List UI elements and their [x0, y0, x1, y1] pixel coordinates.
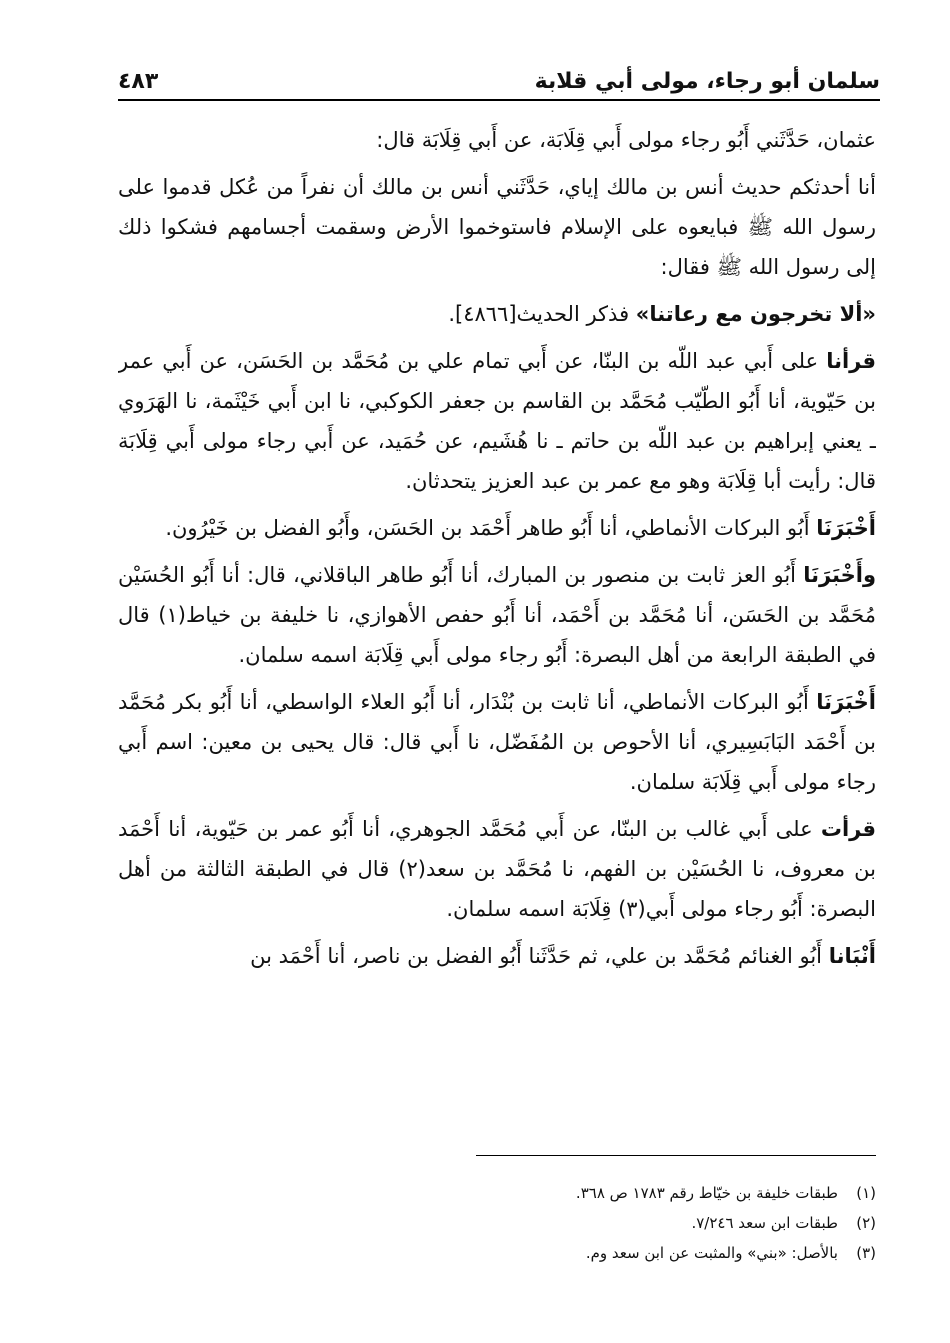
paragraph-lead: أَخْبَرَنَا	[816, 690, 876, 714]
paragraph	[118, 508, 876, 548]
paragraph	[118, 341, 876, 501]
paragraph-text: أَبُو البركات الأنماطي، أنا ثابت بن بُنْدَار، أنا أَبُو العلاء الواسطي، أنا أَبُو بكر مُحَمَّد بن أَحْمَد البَابَسِيري، أنا الأحوص بن المُفَضّل، نا أَبي قال: قال يحيى بن معين: اسم أَبي رجاء مولى أَبي قِلَابَة سلمان.	[118, 690, 876, 794]
footnote-text: طبقات ابن سعد ٧/٢٤٦.	[691, 1214, 838, 1232]
page-header	[118, 50, 880, 94]
footnote-text: طبقات خليفة بن خيّاط رقم ١٧٨٣ ص ٣٦٨.	[575, 1184, 838, 1202]
paragraph	[118, 682, 876, 802]
running-head: سلمان أبو رجاء، مولى أبي قلابة	[534, 69, 880, 94]
paragraph-text: عثمان، حَدَّثَني أَبُو رجاء مولى أَبي قِلَابَة، عن أَبي قِلَابَة قال:	[376, 128, 876, 152]
paragraph-lead: وأَخْبَرَنَا	[803, 563, 876, 587]
body-text	[118, 120, 876, 1140]
footnote-number: (١)	[856, 1184, 876, 1202]
footnote	[118, 1208, 876, 1238]
footnote-text: بالأصل: «بني» والمثبت عن ابن سعد وم.	[585, 1244, 838, 1262]
paragraph-lead: قرأنا	[826, 349, 876, 373]
paragraph-text: على أَبي غالب بن البنّا، عن أَبي مُحَمَّد الجوهري، أنا أَبُو عمر بن حَيّوية، أنا أَحْمَد بن معروف، نا الحُسَيْن بن الفهم، نا مُحَمَّد بن سعد(٢) قال في الطبقة الثالثة من أهل البصرة: أَبُو رجاء مولى أَبي(٣) قِلَابَة اسمه سلمان.	[118, 817, 876, 921]
paragraph	[118, 936, 876, 976]
footnote-number: (٣)	[856, 1244, 876, 1262]
paragraph-text: على أَبي عبد اللّه بن البنّا، عن أَبي تمام علي بن مُحَمَّد بن الحَسَن، عن أَبي عمر بن حَيّوية، أنا أَبُو الطّيّب مُحَمَّد بن القاسم بن جعفر الكوكبي، نا ابن أَبي خَيْثَمة، نا الهَرَوي ـ يعني إبراهيم بن عبد اللّه بن حاتم ـ نا هُشَيم، عن حُمَيد، عن أَبي رجاء مولى أَبي قِلَابَة قال: رأيت أبا قِلَابَة وهو مع عمر بن عبد العزيز يتحدثان.	[118, 349, 876, 493]
paragraph	[118, 555, 876, 675]
paragraph-text: أَبُو العز ثابت بن منصور بن المبارك، أنا أَبُو طاهر الباقلاني، قال: أنا أَبُو الحُسَيْن مُحَمَّد بن الحَسَن، أنا مُحَمَّد بن أَحْمَد، أنا أَبُو حفص الأهوازي، نا خليفة بن خياط(١) قال في الطبقة الرابعة من أهل البصرة: أَبُو رجاء مولى أَبي قِلَابَة اسمه سلمان.	[118, 563, 876, 667]
paragraph	[118, 294, 876, 334]
paragraph-text: أَبُو الغنائم مُحَمَّد بن علي، ثم حَدَّثَنا أَبُو الفضل بن ناصر، أنا أَحْمَد بن	[250, 944, 829, 968]
header-rule	[118, 99, 880, 101]
footnote	[118, 1178, 876, 1208]
footnote	[118, 1238, 876, 1268]
paragraph-text: فذكر الحديث[٤٨٦٦].	[448, 302, 636, 326]
paragraph-lead: قرأت	[820, 817, 876, 841]
paragraph-lead: «ألا تخرجون مع رعاتنا»	[635, 302, 876, 326]
footnotes	[118, 1178, 876, 1268]
paragraph-text: أَبُو البركات الأنماطي، أنا أَبُو طاهر أَحْمَد بن الحَسَن، وأَبُو الفضل بن خَيْرُون.	[165, 516, 817, 540]
paragraph	[118, 809, 876, 929]
paragraph-text: أنا أحدثكم حديث أنس بن مالك إياي، حَدَّثَني أنس بن مالك أن نفراً من عُكل قدموا على رسول الله ﷺ فبايعوه على الإسلام فاستوخموا الأرض وسقمت أجسامهم فشكوا ذلك إلى رسول الله ﷺ فقال:	[118, 175, 876, 279]
paragraph-lead: أَخْبَرَنَا	[816, 516, 876, 540]
paragraph	[118, 167, 876, 287]
footnote-number: (٢)	[856, 1214, 876, 1232]
page-number: ٤٨٣	[118, 69, 159, 94]
paragraph-lead: أَنْبَانا	[828, 944, 876, 968]
paragraph	[118, 120, 876, 160]
footnote-rule	[476, 1155, 876, 1156]
